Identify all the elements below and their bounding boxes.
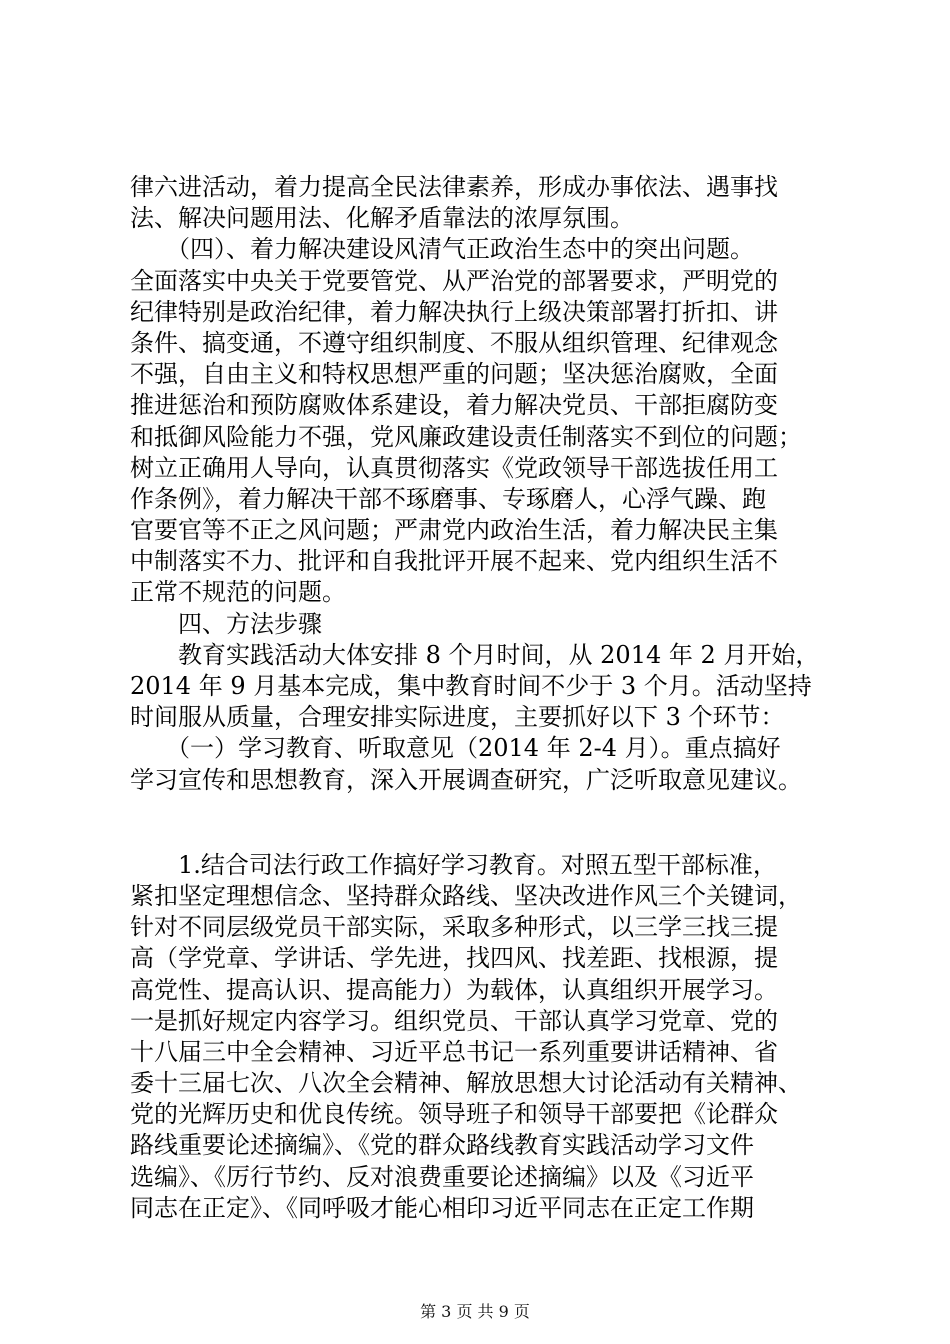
text-line: 正常不规范的问题。	[130, 578, 346, 607]
text-line: 2014 年 9 月基本完成，集中教育时间不少于 3 个月。活动坚持	[130, 672, 812, 700]
text-line: 和抵御风险能力不强，党风廉政建设责任制落实不到位的问题；	[130, 422, 802, 451]
text-line: 时间服从质量，合理安排实际进度，主要抓好以下 3 个环节：	[130, 703, 785, 732]
page-footer: 第 3 页 共 9 页	[420, 1302, 530, 1321]
text-line: 律六进活动，着力提高全民法律素养，形成办事依法、遇事找	[130, 173, 778, 201]
text-line: 树立正确用人导向，认真贯彻落实《党政领导干部选拔任用工	[130, 453, 778, 482]
text-line: 高党性、提高认识、提高能力）为载体，认真组织开展学习。	[130, 975, 778, 1004]
text-line: （四）、着力解决建设风清气正政治生态中的突出问题。	[130, 235, 754, 264]
text-line: 一是抓好规定内容学习。组织党员、干部认真学习党章、党的	[130, 1006, 778, 1035]
text-line: 同志在正定》、《同呼吸才能心相印习近平同志在正定工作期	[130, 1193, 754, 1222]
text-line: 条件、搞变通，不遵守组织制度、不服从组织管理、纪律观念	[130, 328, 778, 357]
text-line: 作条例》，着力解决干部不琢磨事、专琢磨人，心浮气躁、跑	[130, 484, 766, 513]
text-line: 学习宣传和思想教育，深入开展调查研究，广泛听取意见建议。	[130, 765, 802, 794]
text-line: 中制落实不力、批评和自我批评开展不起来、党内组织生活不	[130, 547, 778, 576]
text-line: 教育实践活动大体安排 8 个月时间，从 2014 年 2 月开始，	[130, 640, 820, 669]
text-line: 1.结合司法行政工作搞好学习教育。对照五型干部标准，	[130, 850, 777, 879]
text-line: 推进惩治和预防腐败体系建设，着力解决党员、干部拒腐防变	[130, 391, 778, 420]
text-line: 路线重要论述摘编》、《党的群众路线教育实践活动学习文件	[130, 1131, 754, 1160]
text-line: 四、方法步骤	[130, 609, 322, 638]
text-line: 选编》、《厉行节约、反对浪费重要论述摘编》以及《习近平	[130, 1162, 754, 1191]
text-line: 紧扣坚定理想信念、坚持群众路线、坚决改进作风三个关键词，	[130, 881, 802, 910]
text-line: 官要官等不正之风问题；严肃党内政治生活，着力解决民主集	[130, 516, 778, 545]
text-line: 高（学党章、学讲话、学先进，找四风、找差距、找根源，提	[130, 944, 778, 973]
text-line: （一）学习教育、听取意见（2014 年 2-4 月）。重点搞好	[130, 734, 781, 763]
text-line: 党的光辉历史和优良传统。领导班子和领导干部要把《论群众	[130, 1100, 778, 1129]
text-line: 纪律特别是政治纪律，着力解决执行上级决策部署打折扣、讲	[130, 297, 778, 326]
text-line: 法、解决问题用法、化解矛盾靠法的浓厚氛围。	[130, 204, 634, 233]
document-body	[130, 172, 830, 1224]
text-line: 委十三届七次、八次全会精神、解放思想大讨论活动有关精神、	[130, 1069, 802, 1098]
text-line: 不强，自由主义和特权思想严重的问题；坚决惩治腐败，全面	[130, 360, 778, 389]
text-line: 全面落实中央关于党要管党、从严治党的部署要求，严明党的	[130, 266, 778, 295]
text-line: 针对不同层级党员干部实际，采取多种形式，以三学三找三提	[130, 913, 778, 942]
text-line: 十八届三中全会精神、习近平总书记一系列重要讲话精神、省	[130, 1037, 778, 1066]
text-line	[130, 796, 830, 850]
